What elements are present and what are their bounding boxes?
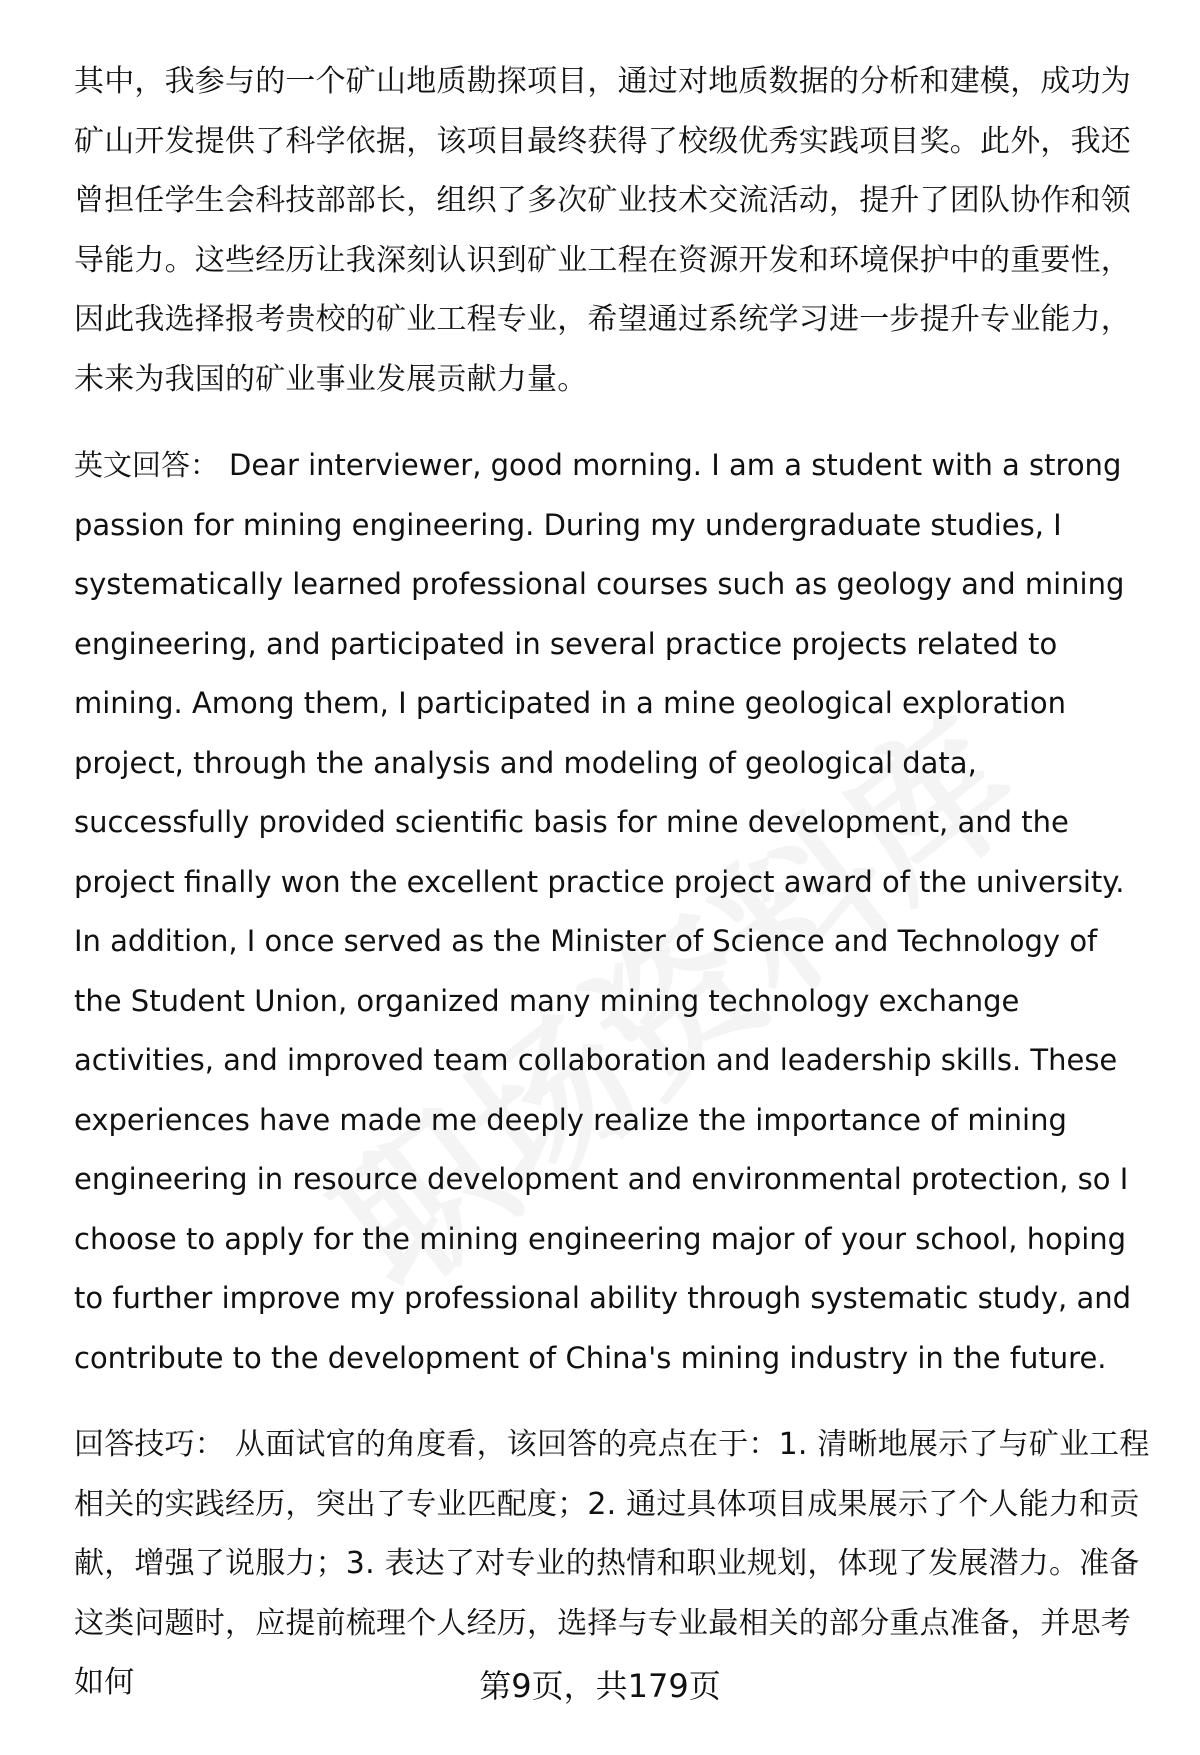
document-body <box>74 52 1154 1740</box>
answer-tips-text: 从面试官的角度看，该回答的亮点在于：1. 清晰地展示了与矿业工程相关的实践经历，突出了专业匹配度；2. 通过具体项目成果展示了个人能力和贡献，增强了说服力；3. 表达了对专业的热情和职业规划，体现了发展潜力。准备这类问题时，应提前梳理个人经历，选择与专业最相关的部分重点准备，并思考如何 <box>74 1427 1150 1700</box>
page-number-footer: 第9页，共179页 <box>479 1667 721 1705</box>
english-answer-paragraph <box>74 436 1154 1388</box>
english-answer-label: 英文回答： <box>74 448 220 482</box>
english-answer-text: Dear interviewer, good morning. I am a student with a strong passion for mining engineering. During my undergraduate studies, I systematically learned professional courses such as geology and mining engineering, and participated in several practice projects related to mining. Among them, I participated in a mine geological exploration project, through the analysis and modeling of geological data, successfully provided scientific basis for mine development, and the project finally won the excellent practice project award of the university. In addition, I once served as the Minister of Science and Technology of the Student Union, organized many mining technology exchange activities, and improved team collaboration and leadership skills. These experiences have made me deeply realize the importance of mining engineering in resource development and environmental protection, so I choose to apply for the mining engineering major of your school, hoping to further improve my professional ability through systematic study, and contribute to the development of China's mining industry in the future. <box>74 448 1131 1375</box>
answer-tips-label: 回答技巧： <box>74 1427 225 1462</box>
chinese-answer-paragraph <box>74 52 1154 409</box>
chinese-answer-text: 其中，我参与的一个矿山地质勘探项目，通过对地质数据的分析和建模，成功为矿山开发提供了科学依据，该项目最终获得了校级优秀实践项目奖。此外，我还曾担任学生会科技部部长，组织了多次矿业技术交流活动，提升了团队协作和领导能力。这些经历让我深刻认识到矿业工程在资源开发和环境保护中的重要性，因此我选择报考贵校的矿业工程专业，希望通过系统学习进一步提升专业能力，未来为我国的矿业事业发展贡献力量。 <box>74 64 1131 397</box>
